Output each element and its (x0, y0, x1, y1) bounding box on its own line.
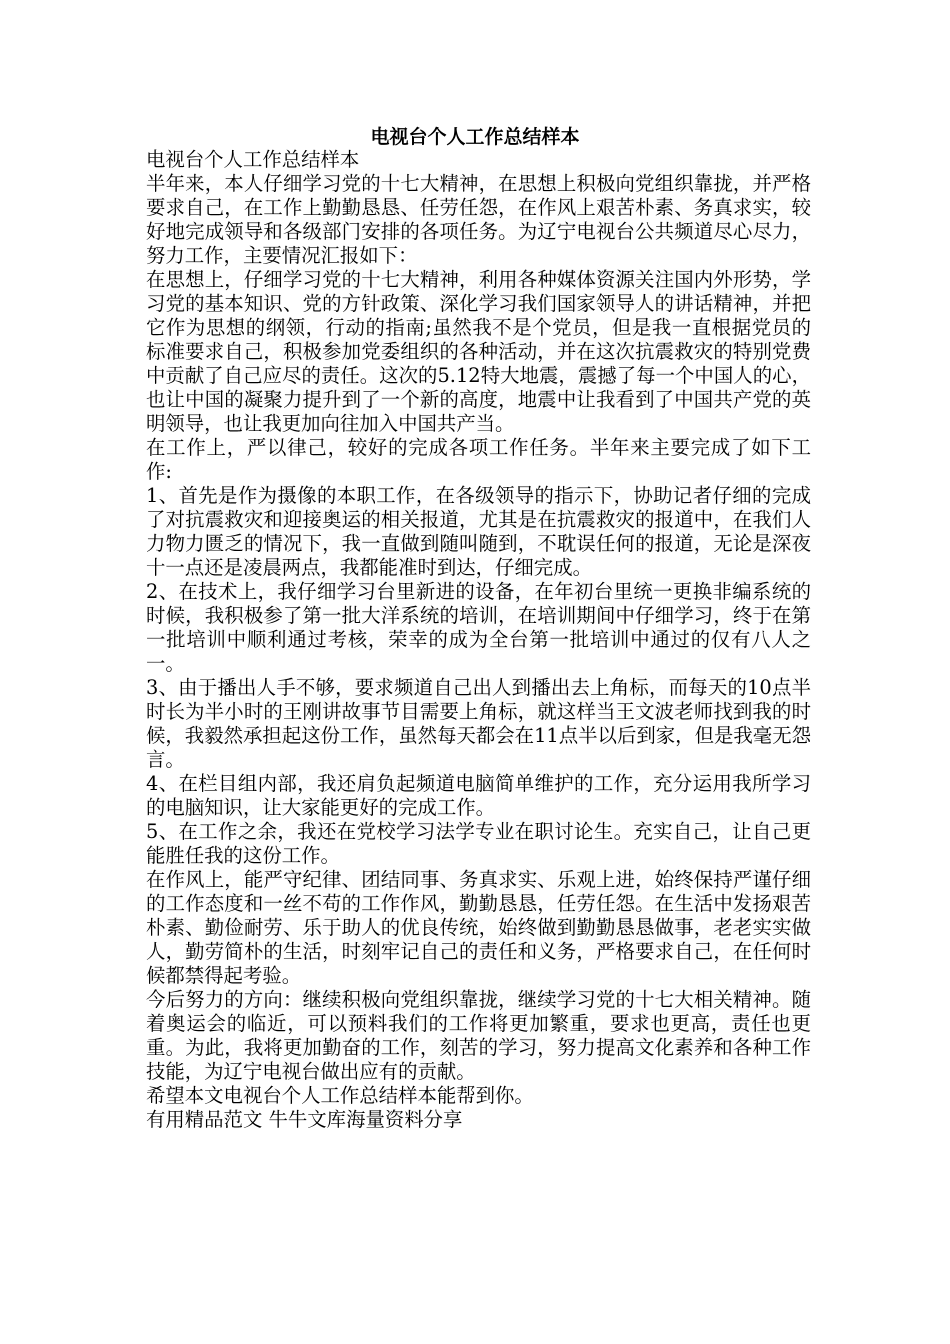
future-paragraph: 今后努力的方向：继续积极向党组织靠拢，继续学习党的十七大相关精神。随着奥运会的临近，可以预料我们的工作将更加繁重，要求也更高，责任也更重。为此，我将更加勤奋的工作，刻苦的学习，努力提高文化素养和各种工作技能，为辽宁电视台做出应有的贡献。 (146, 988, 811, 1083)
footer-line: 有用精品范文 牛牛文库海量资料分享 (146, 1108, 463, 1131)
subtitle-line: 电视台个人工作总结样本 (146, 148, 360, 171)
document-title: 电视台个人工作总结样本 (370, 126, 580, 148)
intro-paragraph: 半年来，本人仔细学习党的十七大精神，在思想上积极向党组织靠拢，并严格要求自己，在工作上勤勤恳恳、任劳任怨，在作风上艰苦朴素、务真求实，较好地完成领导和各级部门安排的各项任务。为辽宁电视台公共频道尽心尽力，努力工作，主要情况汇报如下： (146, 172, 811, 267)
work-item-4: 4、在栏目组内部，我还肩负起频道电脑简单维护的工作，充分运用我所学习的电脑知识，让大家能更好的完成工作。 (146, 772, 811, 819)
work-item-1: 1、首先是作为摄像的本职工作，在各级领导的指示下，协助记者仔细的完成了对抗震救灾和迎接奥运的相关报道，尤其是在抗震救灾的报道中，在我们人力物力匮乏的情况下，我一直做到随叫随到，不耽误任何的报道，无论是深夜十一点还是凌晨两点，我都能准时到达，仔细完成。 (146, 484, 811, 579)
thought-paragraph: 在思想上，仔细学习党的十七大精神，利用各种媒体资源关注国内外形势，学习党的基本知识、党的方针政策、深化学习我们国家领导人的讲话精神，并把它作为思想的纲领，行动的指南;虽然我不是个党员，但是我一直根据党员的标准要求自己，积极参加党委组织的各种活动，并在这次抗震救灾的特别党费中贡献了自己应尽的责任。这次的5.12特大地震，震撼了每一个中国人的心，也让中国的凝聚力提升到了一个新的高度，地震中让我看到了中国共产党的英明领导，也让我更加向往加入中国共产当。 (146, 268, 811, 435)
style-paragraph: 在作风上，能严守纪律、团结同事、务真求实、乐观上进，始终保持严谨仔细的工作态度和一丝不苟的工作作风，勤勤恳恳，任劳任怨。在生活中发扬艰苦朴素、勤俭耐劳、乐于助人的优良传统，始终做到勤勤恳恳做事，老老实实做人，勤劳简朴的生活，时刻牢记自己的责任和义务，严格要求自己，在任何时候都禁得起考验。 (146, 868, 811, 987)
work-item-5: 5、在工作之余，我还在党校学习法学专业在职讨论生。充实自己，让自己更能胜任我的这份工作。 (146, 820, 811, 867)
document-body (146, 148, 811, 1132)
closing-line: 希望本文电视台个人工作总结样本能帮到你。 (146, 1084, 534, 1107)
work-item-3: 3、由于播出人手不够，要求频道自己出人到播出去上角标，而每天的10点半时长为半小时的王刚讲故事节目需要上角标，就这样当王文波老师找到我的时候，我毅然承担起这份工作，虽然每天都会在11点半以后到家，但是我毫无怨言。 (146, 676, 811, 771)
work-intro-paragraph: 在工作上，严以律己，较好的完成各项工作任务。半年来主要完成了如下工作: (146, 436, 811, 483)
work-item-2: 2、在技术上，我仔细学习台里新进的设备，在年初台里统一更换非编系统的时候，我积极参了第一批大洋系统的培训，在培训期间中仔细学习，终于在第一批培训中顺利通过考核，荣幸的成为全台第一批培训中通过的仅有八人之一。 (146, 580, 811, 675)
